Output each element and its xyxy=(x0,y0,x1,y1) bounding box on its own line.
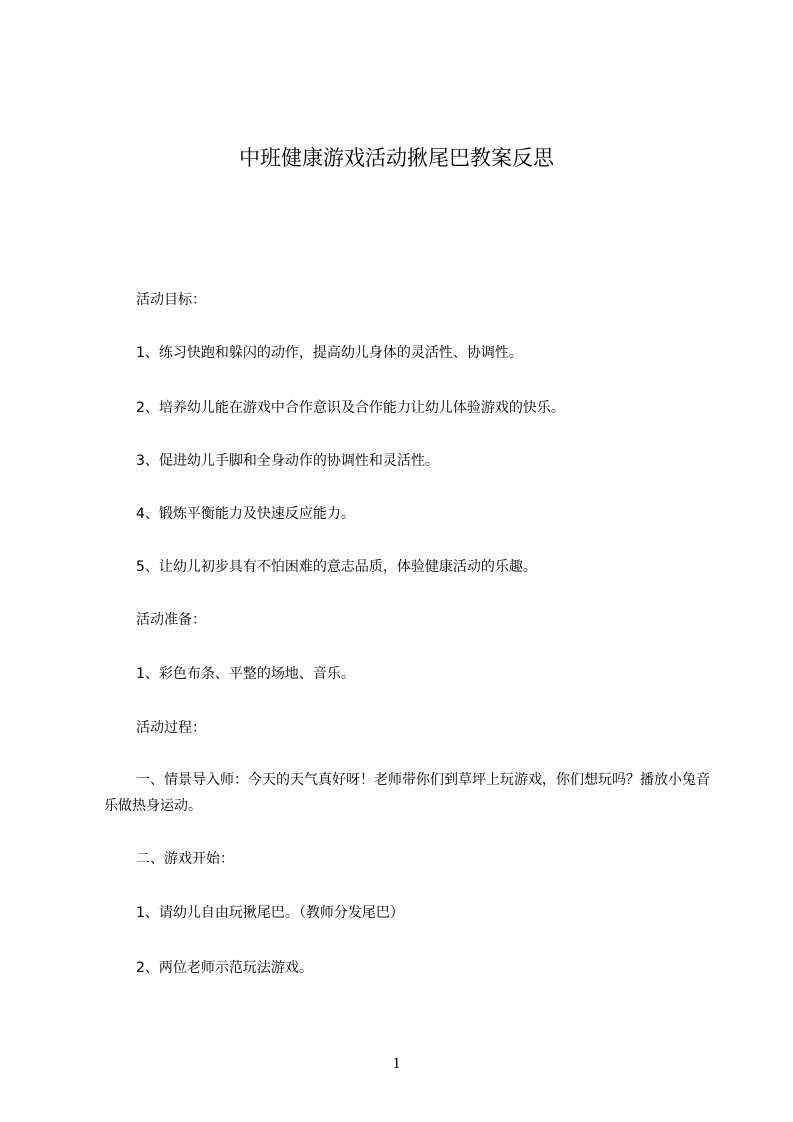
process-step-intro: 一、情景导入师：今天的天气真好呀！老师带你们到草坪上玩游戏，你们想玩吗？播放小兔音乐做热身运动。 xyxy=(104,772,710,814)
goal-item-1: 1、练习快跑和躲闪的动作，提高幼儿身体的灵活性、协调性。 xyxy=(136,345,523,361)
game-step-2: 2、两位老师示范玩法游戏。 xyxy=(136,960,313,976)
preparation-item-1: 1、彩色布条、平整的场地、音乐。 xyxy=(136,666,355,682)
goal-item-3: 3、促进幼儿手脚和全身动作的协调性和灵活性。 xyxy=(136,453,439,469)
page-number: 1 xyxy=(392,1055,401,1072)
goal-item-5: 5、让幼儿初步具有不怕困难的意志品质，体验健康活动的乐趣。 xyxy=(136,559,537,575)
section-heading-preparation: 活动准备： xyxy=(136,612,206,628)
section-heading-process: 活动过程： xyxy=(136,720,206,736)
section-heading-game-start: 二、游戏开始： xyxy=(136,851,234,867)
goal-item-2: 2、培养幼儿能在游戏中合作意识及合作能力让幼儿体验游戏的快乐。 xyxy=(136,400,565,416)
section-heading-goals: 活动目标： xyxy=(136,292,206,308)
game-step-1: 1、请幼儿自由玩揪尾巴。（教师分发尾巴） xyxy=(136,905,404,921)
goal-item-4: 4、锻炼平衡能力及快速反应能力。 xyxy=(136,506,355,522)
document-title: 中班健康游戏活动揪尾巴教案反思 xyxy=(239,146,554,170)
